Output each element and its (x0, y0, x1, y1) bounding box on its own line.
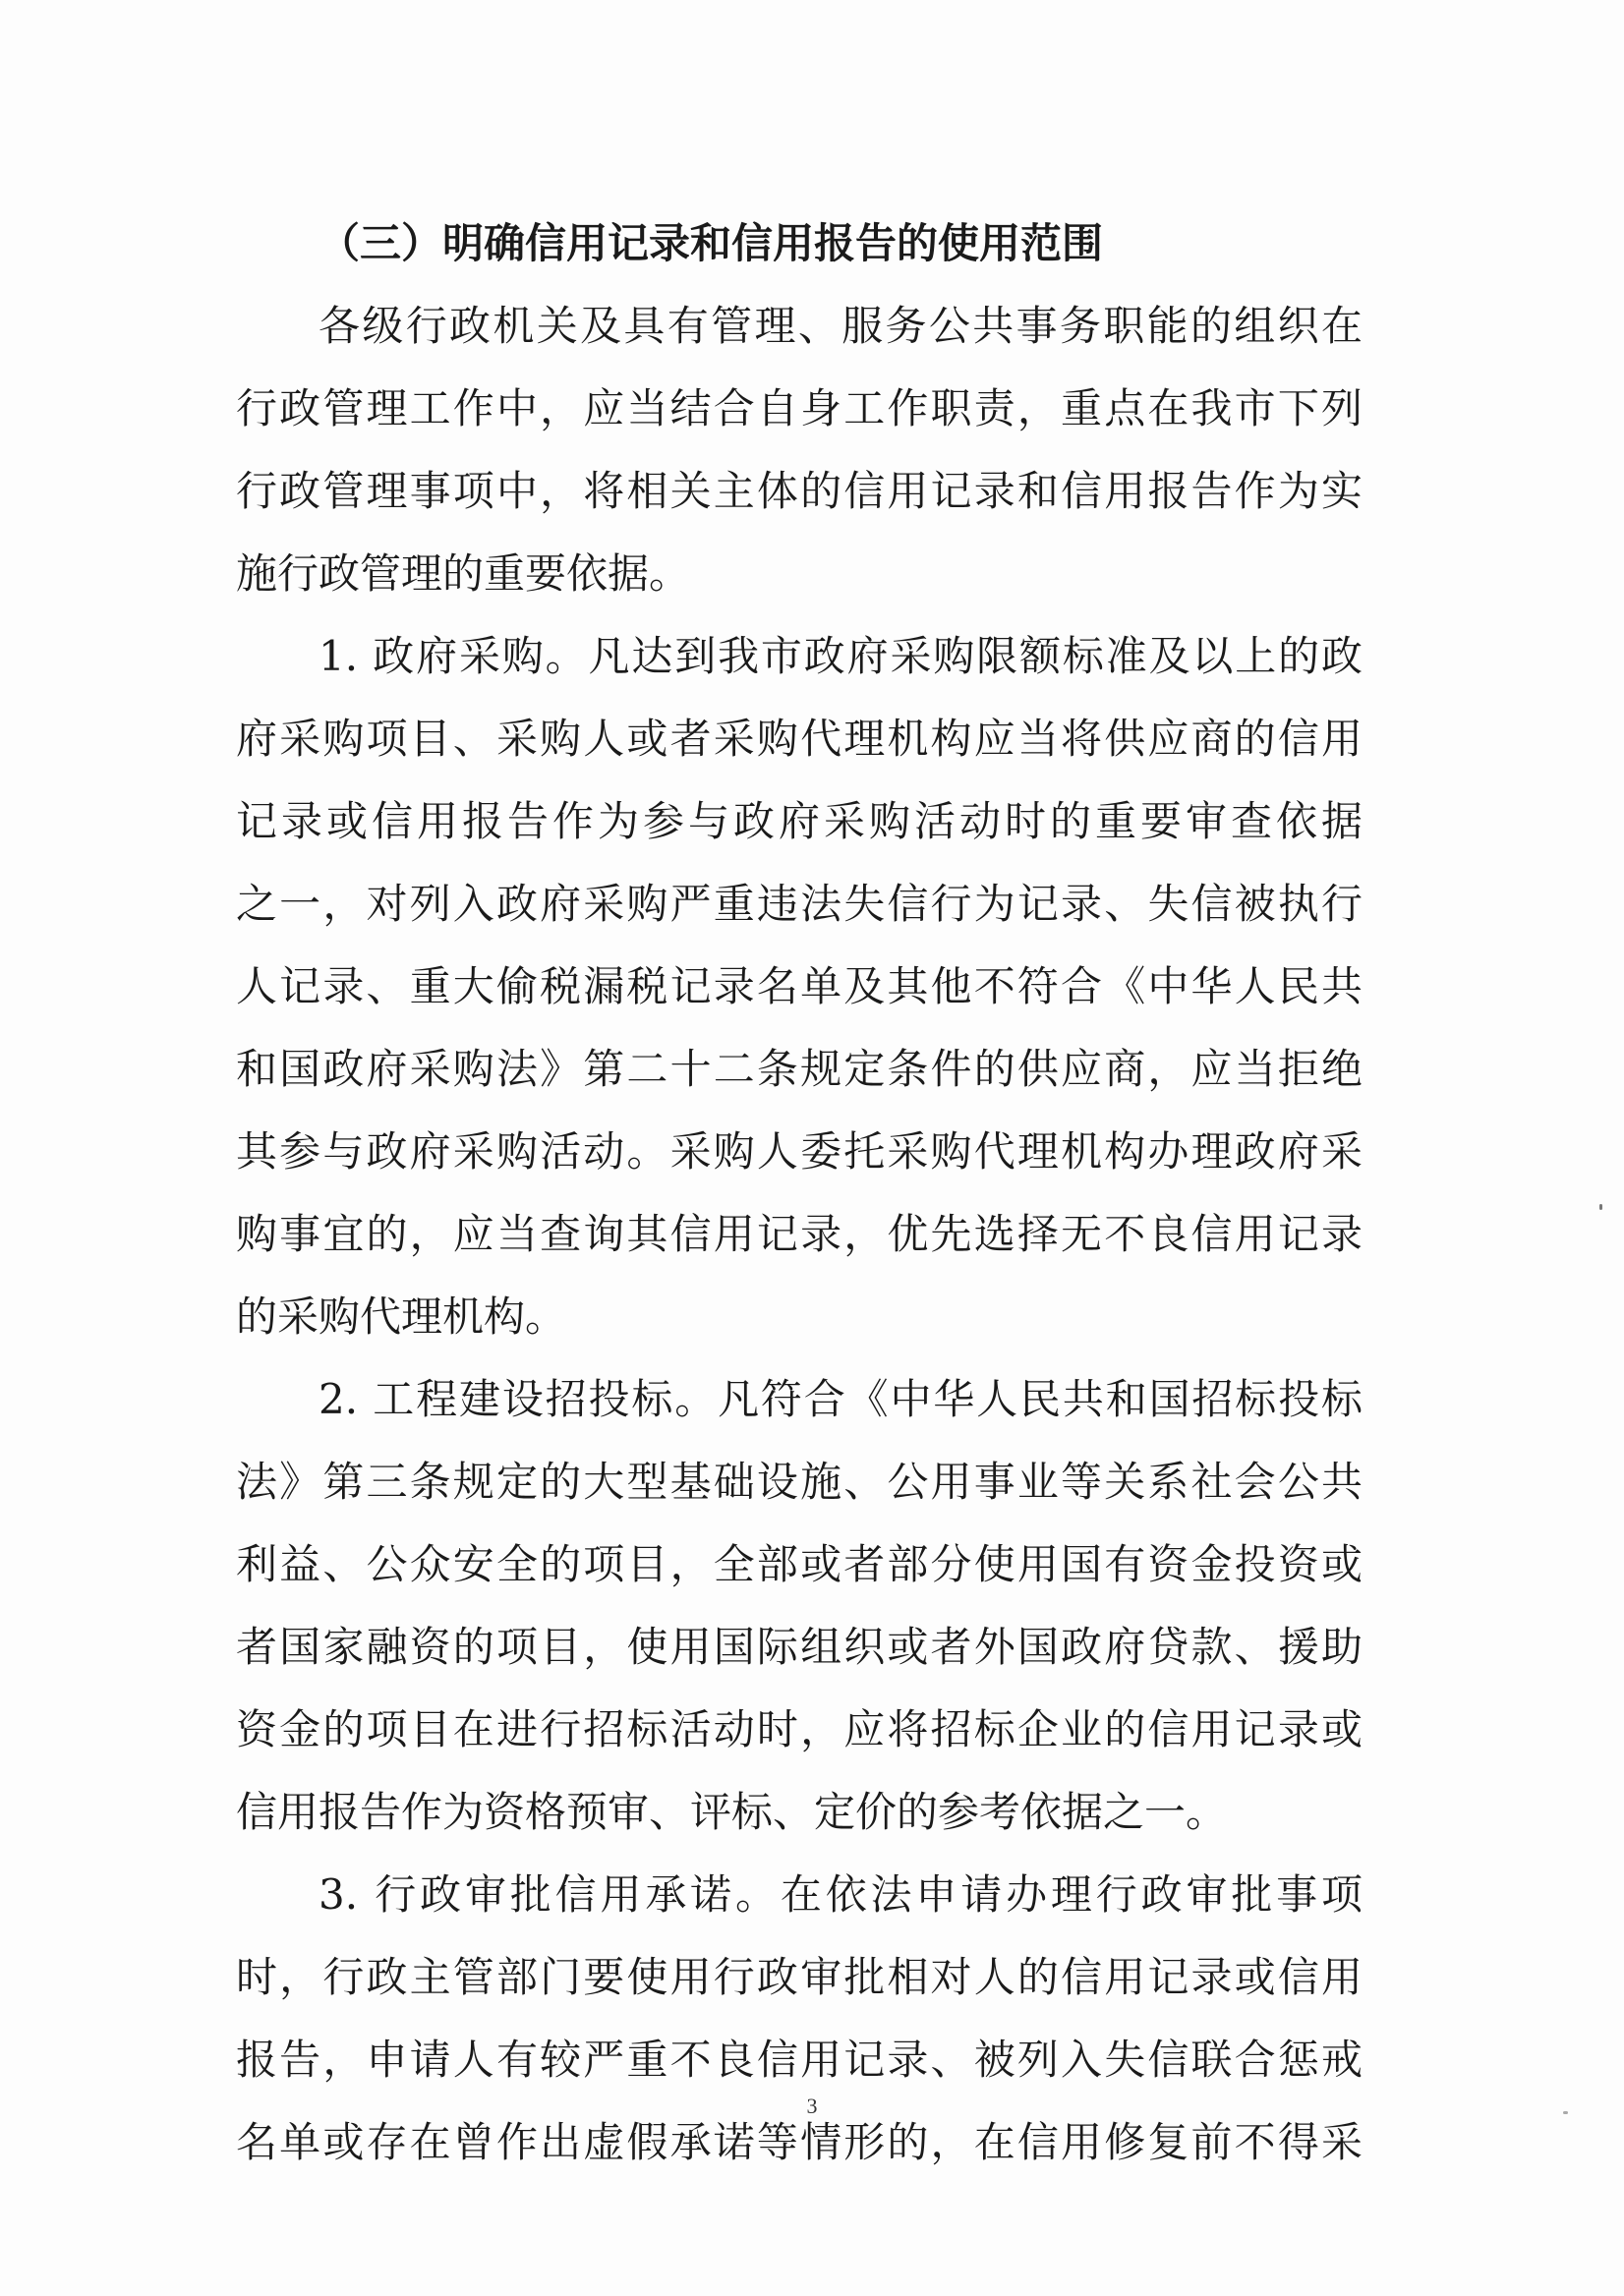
paragraph-line: 之一，对列入政府采购严重违法失信行为记录、失信被执行 (236, 880, 1363, 928)
paragraph-line: 名单或存在曾作出虚假承诺等情形的，在信用修复前不得采 (236, 2118, 1363, 2166)
paragraph-line: 各级行政机关及具有管理、服务公共事务职能的组织在 (319, 302, 1363, 350)
paragraph-line: 施行政管理的重要依据。 (236, 549, 691, 598)
paragraph-line: 购事宜的，应当查询其信用记录，优先选择无不良信用记录 (236, 1210, 1363, 1258)
paragraph-line: 其参与政府采购活动。采购人委托采购代理机构办理政府采 (236, 1127, 1363, 1176)
paragraph-line: 2. 工程建设招投标。凡符合《中华人民共和国招标投标 (319, 1375, 1363, 1423)
paragraph-line: 资金的项目在进行招标活动时，应将招标企业的信用记录或 (236, 1705, 1363, 1753)
paragraph-line: 和国政府采购法》第二十二条规定条件的供应商，应当拒绝 (236, 1045, 1363, 1093)
paragraph-line: 的采购代理机构。 (236, 1292, 567, 1341)
scan-speck (1563, 2111, 1568, 2114)
paragraph-line: 行政管理工作中，应当结合自身工作职责，重点在我市下列 (236, 384, 1363, 432)
paragraph-line: 报告，申请人有较严重不良信用记录、被列入失信联合惩戒 (236, 2036, 1363, 2084)
scan-speck (1599, 1204, 1602, 1210)
paragraph-line: 法》第三条规定的大型基础设施、公用事业等关系社会公共 (236, 1458, 1363, 1506)
paragraph-line: 记录或信用报告作为参与政府采购活动时的重要审查依据 (236, 797, 1363, 845)
document-body (236, 202, 1363, 2184)
paragraph-line: 时，行政主管部门要使用行政审批相对人的信用记录或信用 (236, 1953, 1363, 2001)
paragraph-line: 信用报告作为资格预审、评标、定价的参考依据之一。 (236, 1788, 1228, 1836)
paragraph-line: 1. 政府采购。凡达到我市政府采购限额标准及以上的政 (319, 632, 1363, 680)
paragraph-line: 府采购项目、采购人或者采购代理机构应当将供应商的信用 (236, 715, 1363, 763)
paragraph-line: 利益、公众安全的项目，全部或者部分使用国有资金投资或 (236, 1540, 1363, 1588)
paragraph-line: 人记录、重大偷税漏税记录名单及其他不符合《中华人民共 (236, 962, 1363, 1010)
section-heading: （三）明确信用记录和信用报告的使用范围 (319, 219, 1104, 267)
page-number: 3 (806, 2094, 818, 2118)
paragraph-line: 行政管理事项中，将相关主体的信用记录和信用报告作为实 (236, 467, 1363, 515)
paragraph-line: 者国家融资的项目，使用国际组织或者外国政府贷款、援助 (236, 1623, 1363, 1671)
paragraph-line: 3. 行政审批信用承诺。在依法申请办理行政审批事项 (319, 1870, 1363, 1919)
